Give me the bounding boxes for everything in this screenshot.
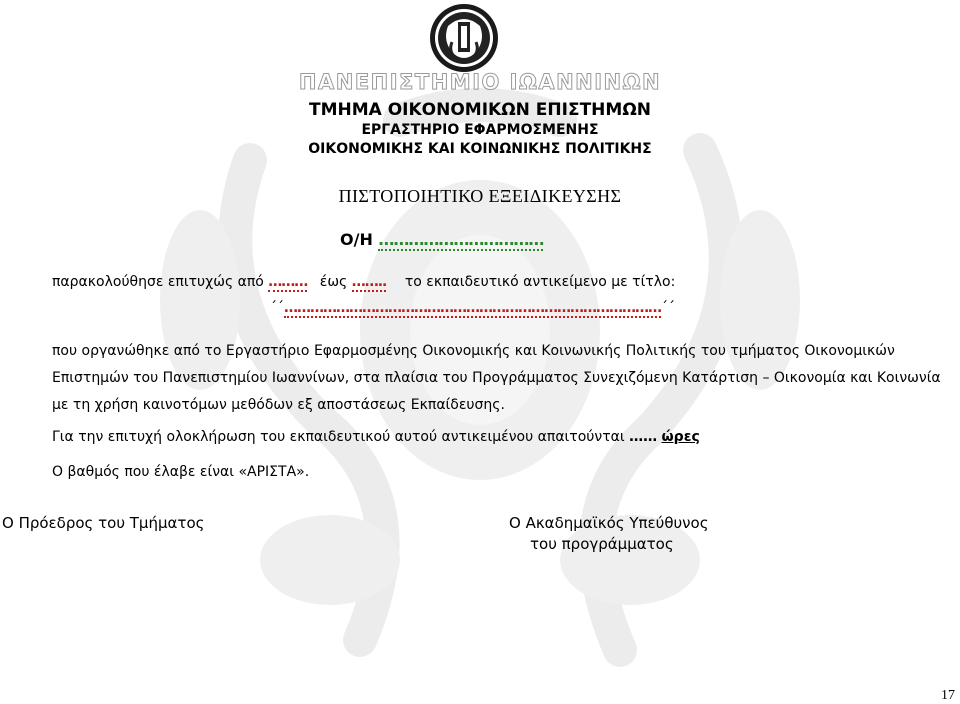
department-title: ΤΜΗΜΑ ΟΙΚΟΝΟΜΙΚΩΝ ΕΠΙΣΤΗΜΩΝ xyxy=(308,100,652,120)
university-title: ΠΑΝΕΠΙΣΤΗΜΙΟ ΙΩΑΝΝΙΝΩΝ xyxy=(298,70,662,94)
signature-right-line2: του προγράμματος xyxy=(530,535,674,553)
grade-line: Ο βαθμός που έλαβε είναι «ΑΡΙΣΤΑ». xyxy=(52,464,310,480)
attendance-line xyxy=(52,274,675,290)
attended-prefix: παρακολούθησε επιτυχώς από xyxy=(52,274,264,290)
recipient-label: Ο/Η xyxy=(340,230,373,249)
quote-close: ΄΄ xyxy=(661,300,675,316)
quote-open: ΄΄ xyxy=(270,300,284,316)
signature-left: Ο Πρόεδρος του Τμήματος xyxy=(2,514,205,532)
course-title-line xyxy=(270,300,675,316)
signature-right-line1: Ο Ακαδημαϊκός Υπεύθυνος xyxy=(509,514,709,532)
hours-field[interactable]: …… xyxy=(629,429,658,445)
hours-line xyxy=(52,429,700,445)
until-date-field[interactable]: …….. xyxy=(351,274,387,290)
recipient-name-field[interactable]: …………………………… xyxy=(378,230,544,249)
lab-title-line1: ΕΡΓΑΣΤΗΡΙΟ ΕΦΑΡΜΟΣΜΕΝΗΣ xyxy=(361,122,599,138)
lab-title-line2: ΟΙΚΟΝΟΜΙΚΗΣ ΚΑΙ ΚΟΙΝΩΝΙΚΗΣ ΠΟΛΙΤΙΚΗΣ xyxy=(308,141,652,157)
page-number: 17 xyxy=(941,688,955,703)
paragraph-line-1: που οργανώθηκε από το Εργαστήριο Εφαρμοσμένης Οικονομικής και Κοινωνικής Πολιτικής του τμήματος Οικονομικών xyxy=(52,343,895,359)
university-seal-icon xyxy=(428,2,500,74)
subject-suffix: το εκπαιδευτικό αντικείμενο με τίτλο: xyxy=(404,274,676,290)
from-date-field[interactable]: ……… xyxy=(268,274,308,290)
hours-unit: ώρες xyxy=(661,429,700,445)
paragraph-line-2: Επιστημών του Πανεπιστημίου Ιωαννίνων, στα πλαίσια του Προγράμματος Συνεχιζόμενη Κατάρτιση – Οικονομία και Κοινωνία xyxy=(52,370,941,386)
certificate-title: ΠΙΣΤΟΠΟΙΗΤΙΚΟ ΕΞΕΙΔΙΚΕΥΣΗΣ xyxy=(338,186,622,206)
paragraph-line-3: με τη χρήση καινοτόμων μεθόδων εξ αποστάσεως Εκπαίδευσης. xyxy=(52,397,505,413)
hours-text: Για την επιτυχή ολοκλήρωση του εκπαιδευτικού αυτού αντικειμένου απαιτούνται xyxy=(52,429,625,445)
recipient-line xyxy=(340,230,543,249)
course-title-field[interactable]: …………………………………………………………………………… xyxy=(284,300,661,316)
until-label: έως xyxy=(319,274,348,290)
